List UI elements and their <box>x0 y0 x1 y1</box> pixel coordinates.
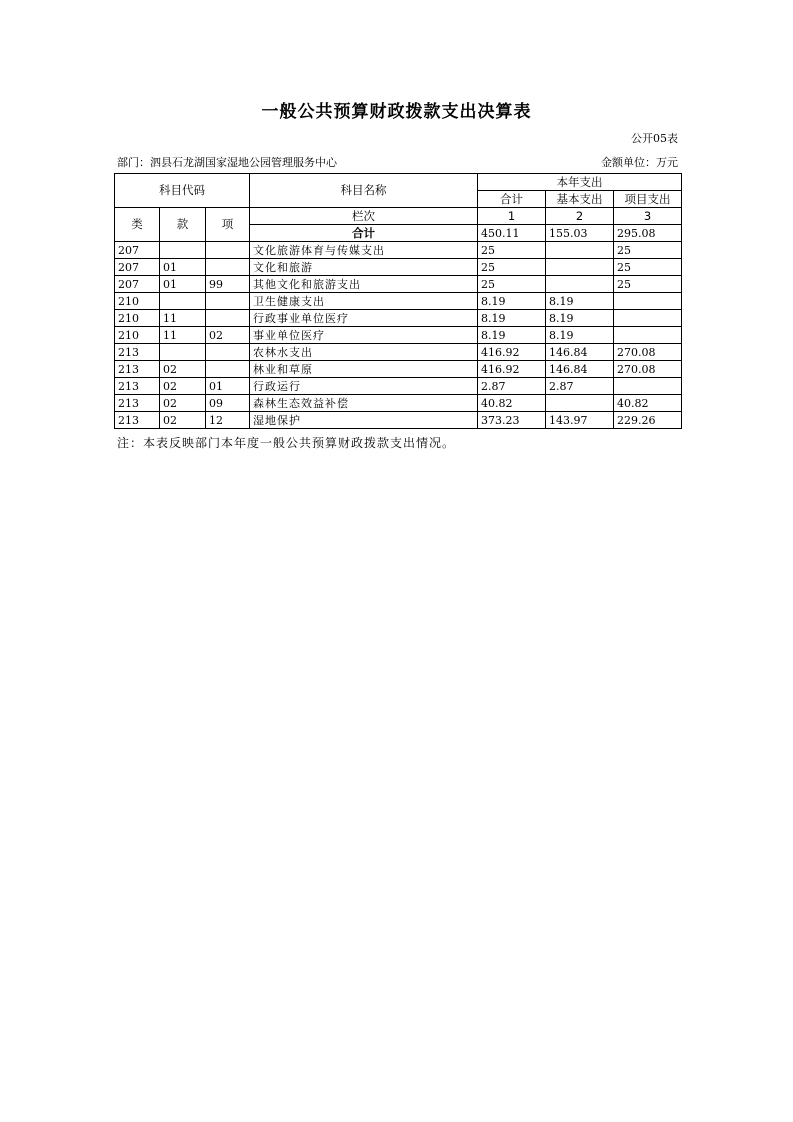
department-label: 部门：泗县石龙湖国家湿地公园管理服务中心 <box>117 156 337 169</box>
cell-kuan: 02 <box>160 395 206 412</box>
table-row <box>115 378 682 395</box>
header-kuan: 款 <box>160 208 206 242</box>
cell-lei: 210 <box>115 293 160 310</box>
cell-kuan: 11 <box>160 310 206 327</box>
cell-name: 林业和草原 <box>250 361 478 378</box>
cell-basic: 8.19 <box>546 310 614 327</box>
table-row <box>115 259 682 276</box>
totals-label: 合计 <box>250 225 478 242</box>
header-lei: 类 <box>115 208 160 242</box>
cell-project: 25 <box>614 259 682 276</box>
cell-project <box>614 293 682 310</box>
cell-basic: 2.87 <box>546 378 614 395</box>
cell-xiang: 01 <box>206 378 250 395</box>
table-row <box>115 412 682 429</box>
header-basic-expense: 基本支出 <box>546 191 614 208</box>
cell-project: 25 <box>614 242 682 259</box>
cell-basic: 143.97 <box>546 412 614 429</box>
totals-project: 295.08 <box>614 225 682 242</box>
cell-name: 农林水支出 <box>250 344 478 361</box>
cell-total: 8.19 <box>478 310 546 327</box>
header-subject-name: 科目名称 <box>250 174 478 208</box>
totals-basic: 155.03 <box>546 225 614 242</box>
cell-name: 卫生健康支出 <box>250 293 478 310</box>
table-row <box>115 242 682 259</box>
cell-project <box>614 327 682 344</box>
table-row <box>115 293 682 310</box>
cell-kuan: 02 <box>160 361 206 378</box>
table-row <box>115 361 682 378</box>
cell-kuan: 01 <box>160 259 206 276</box>
cell-name: 森林生态效益补偿 <box>250 395 478 412</box>
cell-kuan <box>160 293 206 310</box>
cell-lei: 213 <box>115 361 160 378</box>
cell-total: 40.82 <box>478 395 546 412</box>
cell-xiang: 02 <box>206 327 250 344</box>
cell-project <box>614 310 682 327</box>
cell-kuan <box>160 242 206 259</box>
table-row <box>115 276 682 293</box>
cell-project <box>614 378 682 395</box>
header-col-2: 2 <box>546 208 614 225</box>
header-project-expense: 项目支出 <box>614 191 682 208</box>
header-row-1 <box>115 174 682 191</box>
cell-xiang: 09 <box>206 395 250 412</box>
cell-total: 373.23 <box>478 412 546 429</box>
header-subject-code: 科目代码 <box>115 174 250 208</box>
cell-lei: 213 <box>115 344 160 361</box>
cell-basic: 8.19 <box>546 293 614 310</box>
header-current-year-expense: 本年支出 <box>478 174 682 191</box>
cell-basic: 146.84 <box>546 344 614 361</box>
table-row <box>115 344 682 361</box>
header-col-1: 1 <box>478 208 546 225</box>
cell-name: 行政事业单位医疗 <box>250 310 478 327</box>
cell-lei: 213 <box>115 378 160 395</box>
header-xiang: 项 <box>206 208 250 242</box>
cell-name: 事业单位医疗 <box>250 327 478 344</box>
cell-total: 416.92 <box>478 344 546 361</box>
totals-total: 450.11 <box>478 225 546 242</box>
cell-total: 25 <box>478 242 546 259</box>
header-row-3 <box>115 208 682 225</box>
cell-xiang <box>206 361 250 378</box>
cell-xiang <box>206 259 250 276</box>
cell-total: 25 <box>478 259 546 276</box>
cell-lei: 213 <box>115 395 160 412</box>
form-number: 公开05表 <box>631 132 678 145</box>
cell-xiang <box>206 242 250 259</box>
cell-kuan: 01 <box>160 276 206 293</box>
unit-label: 金额单位：万元 <box>601 156 678 169</box>
cell-name: 行政运行 <box>250 378 478 395</box>
cell-xiang: 99 <box>206 276 250 293</box>
cell-lei: 207 <box>115 276 160 293</box>
cell-lei: 210 <box>115 327 160 344</box>
table-row <box>115 310 682 327</box>
cell-basic <box>546 242 614 259</box>
cell-xiang <box>206 293 250 310</box>
cell-project: 40.82 <box>614 395 682 412</box>
cell-total: 2.87 <box>478 378 546 395</box>
cell-basic <box>546 259 614 276</box>
table-row <box>115 395 682 412</box>
cell-project: 25 <box>614 276 682 293</box>
cell-name: 其他文化和旅游支出 <box>250 276 478 293</box>
cell-basic <box>546 395 614 412</box>
cell-total: 416.92 <box>478 361 546 378</box>
cell-total: 8.19 <box>478 327 546 344</box>
cell-name: 文化和旅游 <box>250 259 478 276</box>
expense-table <box>114 173 682 429</box>
table-note: 注：本表反映部门本年度一般公共预算财政拨款支出情况。 <box>117 436 456 450</box>
cell-basic: 146.84 <box>546 361 614 378</box>
cell-xiang <box>206 344 250 361</box>
cell-lei: 207 <box>115 259 160 276</box>
cell-basic: 8.19 <box>546 327 614 344</box>
page-title: 一般公共预算财政拨款支出决算表 <box>261 102 532 122</box>
cell-xiang <box>206 310 250 327</box>
cell-kuan <box>160 344 206 361</box>
cell-kuan: 02 <box>160 412 206 429</box>
cell-project: 229.26 <box>614 412 682 429</box>
header-column-label: 栏次 <box>250 208 478 225</box>
meta-line <box>117 154 678 170</box>
cell-basic <box>546 276 614 293</box>
cell-kuan: 02 <box>160 378 206 395</box>
header-total: 合计 <box>478 191 546 208</box>
cell-lei: 213 <box>115 412 160 429</box>
cell-name: 湿地保护 <box>250 412 478 429</box>
cell-total: 8.19 <box>478 293 546 310</box>
cell-xiang: 12 <box>206 412 250 429</box>
cell-project: 270.08 <box>614 344 682 361</box>
cell-lei: 207 <box>115 242 160 259</box>
cell-total: 25 <box>478 276 546 293</box>
cell-project: 270.08 <box>614 361 682 378</box>
table-row <box>115 327 682 344</box>
cell-kuan: 11 <box>160 327 206 344</box>
header-col-3: 3 <box>614 208 682 225</box>
cell-lei: 210 <box>115 310 160 327</box>
cell-name: 文化旅游体育与传媒支出 <box>250 242 478 259</box>
